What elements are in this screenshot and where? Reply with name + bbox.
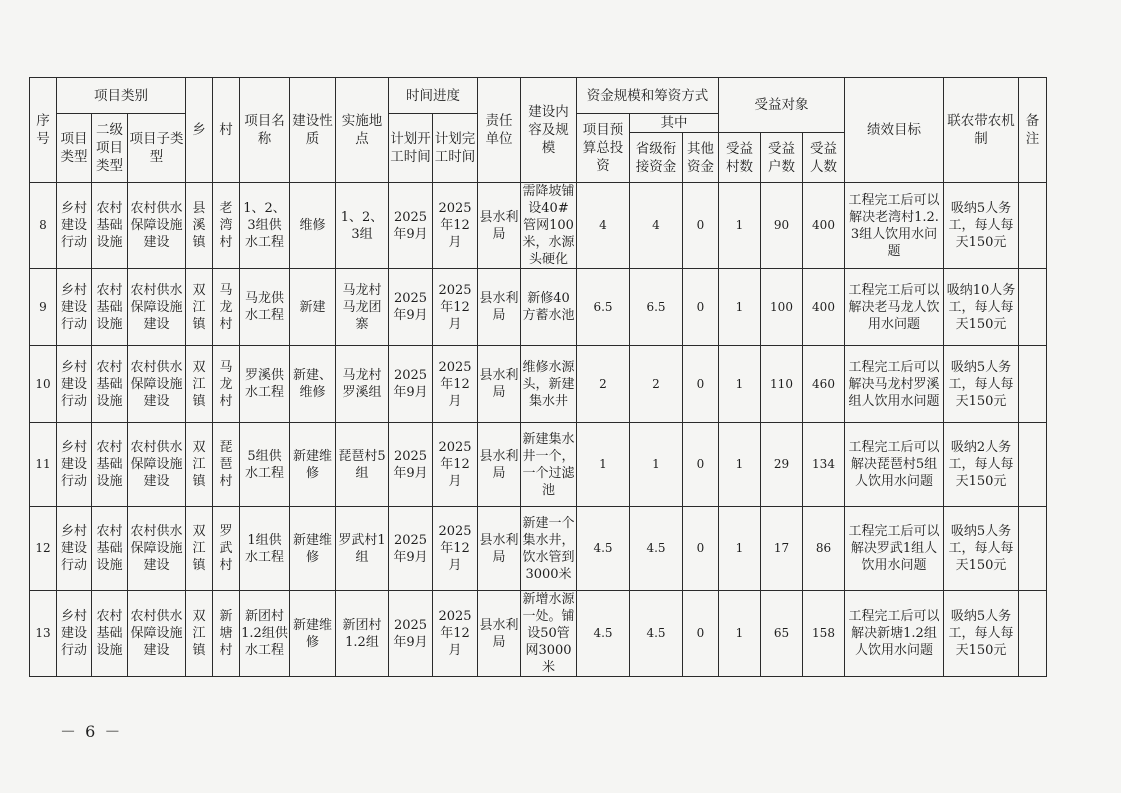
header-other: 其他资金 — [683, 133, 719, 183]
cell-village: 马龙村 — [213, 346, 240, 423]
cell-provincial: 1 — [630, 423, 683, 507]
cell-unit: 县水利局 — [478, 507, 521, 591]
cell-type: 乡村建设行动 — [57, 507, 92, 591]
cell-provincial: 4.5 — [630, 507, 683, 591]
cell-start: 2025年9月 — [389, 183, 433, 269]
cell-content: 新修40方蓄水池 — [521, 269, 577, 346]
cell-mechanism: 吸纳5人务工，每人每天150元 — [944, 507, 1019, 591]
cell-other: 0 — [683, 269, 719, 346]
cell-households: 29 — [761, 423, 803, 507]
project-table — [29, 77, 1047, 677]
cell-other: 0 — [683, 346, 719, 423]
cell-location: 马龙村马龙团寨 — [336, 269, 389, 346]
cell-people: 400 — [803, 269, 845, 346]
cell-start: 2025年9月 — [389, 346, 433, 423]
cell-remark — [1019, 507, 1047, 591]
cell-provincial: 4.5 — [630, 591, 683, 677]
header-content: 建设内容及规模 — [521, 78, 577, 183]
cell-seq: 8 — [30, 183, 57, 269]
header-nature: 建设性质 — [290, 78, 336, 183]
cell-end: 2025年12月 — [433, 269, 478, 346]
cell-households: 90 — [761, 183, 803, 269]
cell-households: 110 — [761, 346, 803, 423]
cell-sub2: 农村基础设施 — [92, 591, 128, 677]
cell-end: 2025年12月 — [433, 507, 478, 591]
cell-seq: 9 — [30, 269, 57, 346]
table-row — [30, 269, 1047, 346]
cell-content: 新建集水井一个，一个过滤池 — [521, 423, 577, 507]
header-name: 项目名称 — [240, 78, 290, 183]
cell-goal: 工程完工后可以解决老马龙人饮用水问题 — [845, 269, 944, 346]
cell-name: 1、2、3组供水工程 — [240, 183, 290, 269]
cell-budget: 6.5 — [577, 269, 630, 346]
header-ben-people: 受益人数 — [803, 133, 845, 183]
cell-budget: 1 — [577, 423, 630, 507]
cell-township: 县溪镇 — [186, 183, 213, 269]
cell-people: 400 — [803, 183, 845, 269]
cell-mechanism: 吸纳5人务工，每人每天150元 — [944, 591, 1019, 677]
cell-provincial: 2 — [630, 346, 683, 423]
header-unit: 责任单位 — [478, 78, 521, 183]
header-category: 项目类别 — [57, 78, 186, 114]
cell-type: 乡村建设行动 — [57, 269, 92, 346]
cell-end: 2025年12月 — [433, 423, 478, 507]
cell-nature: 新建维修 — [290, 423, 336, 507]
cell-goal: 工程完工后可以解决新塘1.2组人饮用水问题 — [845, 591, 944, 677]
cell-sub2: 农村基础设施 — [92, 423, 128, 507]
cell-budget: 4 — [577, 183, 630, 269]
cell-nature: 新建维修 — [290, 591, 336, 677]
cell-location: 琵琶村5组 — [336, 423, 389, 507]
cell-subtype: 农村供水保障设施建设 — [128, 423, 186, 507]
cell-villages: 1 — [719, 423, 761, 507]
cell-remark — [1019, 591, 1047, 677]
cell-unit: 县水利局 — [478, 346, 521, 423]
cell-budget: 4.5 — [577, 591, 630, 677]
table-body — [30, 183, 1047, 677]
cell-villages: 1 — [719, 591, 761, 677]
header-cat-type: 项目类型 — [57, 114, 92, 183]
header-cat-subtype: 项目子类型 — [128, 114, 186, 183]
cell-nature: 新建维修 — [290, 507, 336, 591]
page-number: － 6 － — [60, 722, 123, 741]
cell-goal: 工程完工后可以解决罗武1组人饮用水问题 — [845, 507, 944, 591]
cell-other: 0 — [683, 507, 719, 591]
cell-end: 2025年12月 — [433, 591, 478, 677]
cell-content: 需降坡铺设40#管网100米，水源头硬化 — [522, 184, 575, 267]
cell-content: 新建一个集水井，饮水管到3000米 — [521, 507, 577, 591]
cell-other: 0 — [683, 423, 719, 507]
cell-other: 0 — [683, 183, 719, 269]
cell-sub2: 农村基础设施 — [92, 269, 128, 346]
cell-mechanism: 吸纳2人务工，每人每天150元 — [944, 423, 1019, 507]
cell-subtype: 农村供水保障设施建设 — [128, 591, 186, 677]
cell-villages: 1 — [719, 346, 761, 423]
cell-sub2: 农村基础设施 — [92, 346, 128, 423]
cell-type: 乡村建设行动 — [57, 346, 92, 423]
cell-mechanism: 吸纳10人务工，每人每天150元 — [944, 269, 1019, 346]
cell-location: 新团村1.2组 — [336, 591, 389, 677]
cell-start: 2025年9月 — [389, 269, 433, 346]
table-row — [30, 423, 1047, 507]
cell-type: 乡村建设行动 — [57, 423, 92, 507]
cell-villages: 1 — [719, 269, 761, 346]
cell-provincial: 6.5 — [630, 269, 683, 346]
cell-remark — [1019, 269, 1047, 346]
cell-people: 86 — [803, 507, 845, 591]
cell-subtype: 农村供水保障设施建设 — [128, 507, 186, 591]
cell-people: 134 — [803, 423, 845, 507]
cell-nature: 维修 — [290, 183, 336, 269]
cell-village: 新塘村 — [213, 591, 240, 677]
header-end: 计划完工时间 — [433, 114, 478, 183]
cell-mechanism: 吸纳5人务工，每人每天150元 — [944, 346, 1019, 423]
cell-seq: 13 — [30, 591, 57, 677]
header-start: 计划开工时间 — [389, 114, 433, 183]
cell-people: 460 — [803, 346, 845, 423]
cell-type: 乡村建设行动 — [57, 183, 92, 269]
cell-end: 2025年12月 — [433, 346, 478, 423]
cell-seq: 12 — [30, 507, 57, 591]
cell-remark — [1019, 183, 1047, 269]
cell-location: 罗武村1组 — [336, 507, 389, 591]
header-ben-households: 受益户数 — [761, 133, 803, 183]
cell-township: 双江镇 — [186, 507, 213, 591]
cell-unit: 县水利局 — [478, 183, 521, 269]
header-goal: 绩效目标 — [845, 78, 944, 183]
project-table-sheet — [29, 77, 1047, 677]
cell-remark — [1019, 423, 1047, 507]
header-location: 实施地点 — [336, 78, 389, 183]
cell-township: 双江镇 — [186, 269, 213, 346]
cell-unit: 县水利局 — [478, 269, 521, 346]
cell-location: 马龙村罗溪组 — [336, 346, 389, 423]
cell-villages: 1 — [719, 507, 761, 591]
header-remark: 备注 — [1019, 78, 1047, 183]
cell-goal: 工程完工后可以解决马龙村罗溪组人饮用水问题 — [845, 346, 944, 423]
cell-goal: 工程完工后可以解决老湾村1.2.3组人饮用水问题 — [845, 183, 944, 269]
table-row — [30, 183, 1047, 269]
cell-township: 双江镇 — [186, 346, 213, 423]
cell-village: 老湾村 — [213, 183, 240, 269]
cell-budget: 4.5 — [577, 507, 630, 591]
cell-end: 2025年12月 — [433, 183, 478, 269]
cell-village: 罗武村 — [213, 507, 240, 591]
cell-name: 5组供水工程 — [240, 423, 290, 507]
cell-budget: 2 — [577, 346, 630, 423]
cell-subtype: 农村供水保障设施建设 — [128, 346, 186, 423]
header-beneficiary: 受益对象 — [719, 78, 845, 133]
cell-unit: 县水利局 — [478, 591, 521, 677]
cell-mechanism: 吸纳5人务工，每人每天150元 — [944, 183, 1019, 269]
cell-village: 马龙村 — [213, 269, 240, 346]
header-provincial: 省级衔接资金 — [630, 133, 683, 183]
table-row — [30, 346, 1047, 423]
cell-nature: 新建 — [290, 269, 336, 346]
header-among: 其中 — [630, 114, 719, 133]
cell-start: 2025年9月 — [389, 591, 433, 677]
cell-goal: 工程完工后可以解决琵琶村5组人饮用水问题 — [845, 423, 944, 507]
table-row — [30, 591, 1047, 677]
table-row — [30, 507, 1047, 591]
cell-seq: 11 — [30, 423, 57, 507]
header-mechanism: 联农带农机制 — [944, 78, 1019, 183]
header-schedule: 时间进度 — [389, 78, 478, 114]
cell-type: 乡村建设行动 — [57, 591, 92, 677]
cell-subtype: 农村供水保障设施建设 — [128, 269, 186, 346]
cell-name: 1组供水工程 — [240, 507, 290, 591]
cell-other: 0 — [683, 591, 719, 677]
cell-township: 双江镇 — [186, 591, 213, 677]
cell-households: 17 — [761, 507, 803, 591]
header-township: 乡 — [186, 78, 213, 183]
cell-sub2: 农村基础设施 — [92, 507, 128, 591]
cell-nature: 新建、维修 — [290, 346, 336, 423]
header-ben-villages: 受益村数 — [719, 133, 761, 183]
header-village: 村 — [213, 78, 240, 183]
cell-households: 65 — [761, 591, 803, 677]
cell-people: 158 — [803, 591, 845, 677]
header-cat-sub2: 二级项目类型 — [92, 114, 128, 183]
cell-unit: 县水利局 — [478, 423, 521, 507]
cell-villages: 1 — [719, 183, 761, 269]
cell-name: 马龙供水工程 — [240, 269, 290, 346]
cell-township: 双江镇 — [186, 423, 213, 507]
cell-content: 新增水源一处。铺设50管网3000米 — [522, 592, 575, 675]
header-seq: 序号 — [30, 78, 57, 183]
cell-name: 新团村1.2组供水工程 — [240, 591, 290, 677]
cell-start: 2025年9月 — [389, 423, 433, 507]
cell-remark — [1019, 346, 1047, 423]
header-budget: 项目预算总投资 — [577, 114, 630, 183]
cell-village: 琵琶村 — [213, 423, 240, 507]
cell-seq: 10 — [30, 346, 57, 423]
cell-households: 100 — [761, 269, 803, 346]
cell-provincial: 4 — [630, 183, 683, 269]
cell-location: 1、2、3组 — [336, 183, 389, 269]
cell-subtype: 农村供水保障设施建设 — [128, 183, 186, 269]
cell-sub2: 农村基础设施 — [92, 183, 128, 269]
cell-content: 维修水源头，新建集水井 — [521, 346, 577, 423]
cell-name: 罗溪供水工程 — [240, 346, 290, 423]
header-funding: 资金规模和筹资方式 — [577, 78, 719, 114]
cell-start: 2025年9月 — [389, 507, 433, 591]
